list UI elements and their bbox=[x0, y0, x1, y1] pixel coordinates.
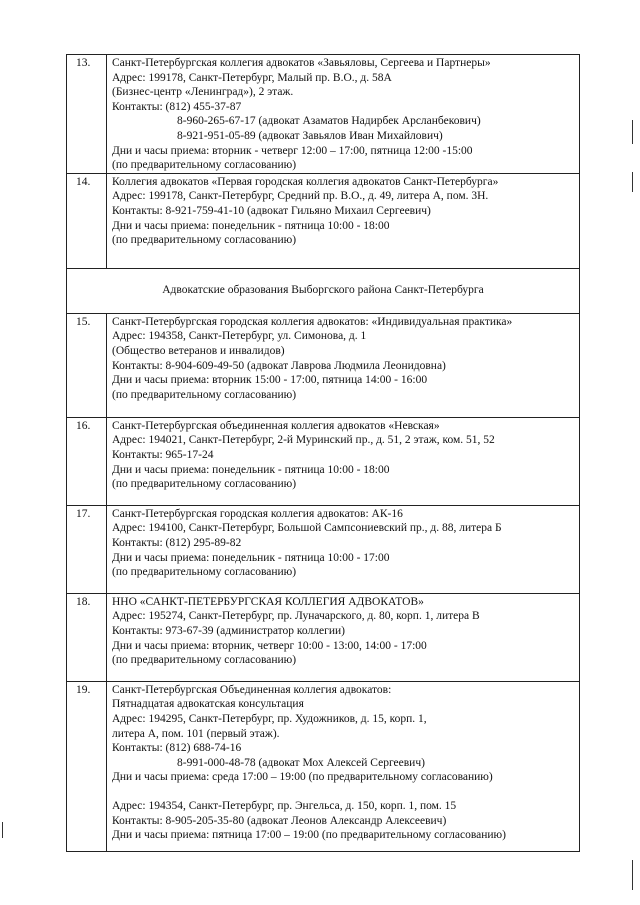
entry-line: Санкт-Петербургская коллегия адвокатов «Завьяловы, Сергеева и Партнеры» bbox=[112, 57, 491, 69]
entry-number: 15. bbox=[67, 313, 107, 417]
entry-line: Контакты: 8-921-759-41-10 (адвокат Гильяно Михаил Сергеевич) bbox=[112, 204, 431, 217]
entry-line: Адрес: 194021, Санкт-Петербург, 2-й Муринский пр., д. 51, 2 этаж, ком. 51, 52 bbox=[112, 434, 495, 447]
entry-line: 8-991-000-48-78 (адвокат Мох Алексей Сергеевич) bbox=[177, 756, 425, 769]
entry-line: 8-960-265-67-17 (адвокат Азаматов Надирбек Арсланбекович) bbox=[177, 115, 481, 128]
entry-details bbox=[107, 55, 580, 174]
entry-line: Дни и часы приема: понедельник - пятница 10:00 - 17:00 bbox=[112, 551, 390, 564]
entry-line: литера А, пом. 101 (первый этаж). bbox=[112, 727, 280, 740]
entry-line: (Бизнес-центр «Ленинград»), 2 этаж. bbox=[112, 86, 294, 99]
entry-row bbox=[67, 593, 580, 681]
entry-line: Дни и часы приема: пятница 17:00 – 19:00 (по предварительному согласованию) bbox=[112, 829, 506, 842]
entry-number: 19. bbox=[67, 681, 107, 851]
entry-line: Контакты: 8-904-609-49-50 (адвокат Лаврова Людмила Леонидовна) bbox=[112, 359, 446, 372]
entry-details bbox=[107, 313, 580, 417]
entry-row bbox=[67, 505, 580, 593]
entry-line: (по предварительному согласованию) bbox=[112, 478, 297, 491]
document-page bbox=[66, 54, 580, 852]
entry-line: (по предварительному согласованию) bbox=[112, 654, 297, 667]
entry-line: Санкт-Петербургская объединенная коллегия адвокатов «Невская» bbox=[112, 419, 440, 432]
entry-line: Санкт-Петербургская городская коллегия адвокатов: «Индивидуальная практика» bbox=[112, 315, 513, 328]
entry-row bbox=[67, 417, 580, 505]
entry-line: Адрес: 195274, Санкт-Петербург, пр. Луначарского, д. 80, корп. 1, литера В bbox=[112, 610, 480, 623]
entry-line: Контакты: 973-67-39 (администратор коллегии) bbox=[112, 624, 345, 637]
entry-row bbox=[67, 55, 580, 174]
entry-details bbox=[107, 173, 580, 268]
entry-row bbox=[67, 173, 580, 268]
entry-line: Дни и часы приема: понедельник - пятница 10:00 - 18:00 bbox=[112, 219, 390, 232]
entry-number: 16. bbox=[67, 417, 107, 505]
entry-line: (по предварительному согласованию) bbox=[112, 234, 297, 247]
entry-line: 8-921-951-05-89 (адвокат Завьялов Иван Михайлович) bbox=[177, 129, 443, 142]
entry-details bbox=[107, 505, 580, 593]
entry-line: (по предварительному согласованию) bbox=[112, 566, 297, 579]
entry-number: 13. bbox=[67, 55, 107, 174]
entry-line: Дни и часы приема: вторник 15:00 - 17:00, пятница 14:00 - 16:00 bbox=[112, 374, 428, 387]
left-edge-mark bbox=[2, 822, 3, 838]
entry-line: Дни и часы приема: вторник, четверг 10:00 - 13:00, 14:00 - 17:00 bbox=[112, 639, 427, 652]
entry-number: 17. bbox=[67, 505, 107, 593]
entry-line: Контакты: (812) 455-37-87 bbox=[112, 100, 242, 113]
blank-line bbox=[112, 785, 576, 799]
entry-line: Адрес: 194100, Санкт-Петербург, Большой Сампсониевский пр., д. 88, литера Б bbox=[112, 522, 502, 535]
entry-number: 18. bbox=[67, 593, 107, 681]
entry-line: Дни и часы приема: понедельник - пятница 10:00 - 18:00 bbox=[112, 463, 390, 476]
entry-line: Санкт-Петербургская городская коллегия адвокатов: АК-16 bbox=[112, 507, 403, 520]
entry-line: Санкт-Петербургская Объединенная коллегия адвокатов: bbox=[112, 683, 392, 696]
entry-line: ННО «САНКТ-ПЕТЕРБУРГСКАЯ КОЛЛЕГИЯ АДВОКАТОВ» bbox=[112, 595, 424, 608]
right-edge-mark bbox=[632, 172, 633, 192]
entry-line: Контакты: 965-17-24 bbox=[112, 448, 214, 461]
entry-line: Контакты: 8-905-205-35-80 (адвокат Леонов Александр Алексеевич) bbox=[112, 814, 447, 827]
entry-row bbox=[67, 681, 580, 851]
right-edge-mark bbox=[632, 860, 633, 890]
entry-line: Пятнадцатая адвокатская консультация bbox=[112, 698, 304, 711]
entry-number: 14. bbox=[67, 173, 107, 268]
entry-details bbox=[107, 417, 580, 505]
entry-line: (Общество ветеранов и инвалидов) bbox=[112, 344, 285, 357]
section-row bbox=[67, 268, 580, 313]
entry-line: Дни и часы приема: среда 17:00 – 19:00 (по предварительному согласованию) bbox=[112, 771, 493, 784]
entry-line: Адрес: 199178, Санкт-Петербург, Средний пр. В.О., д. 49, литера А, пом. 3Н. bbox=[112, 190, 489, 203]
entry-line: (по предварительному согласованию) bbox=[112, 388, 297, 401]
entry-line: (по предварительному согласованию) bbox=[112, 159, 297, 172]
entry-line: Адрес: 194295, Санкт-Петербург, пр. Художников, д. 15, корп. 1, bbox=[112, 712, 427, 725]
entry-line: Коллегия адвокатов «Первая городская коллегия адвокатов Санкт-Петербурга» bbox=[112, 175, 499, 188]
entry-details bbox=[107, 681, 580, 851]
entry-line: Адрес: 194354, Санкт-Петербург, пр. Энгельса, д. 150, корп. 1, пом. 15 bbox=[112, 799, 457, 812]
section-title: Адвокатские образования Выборгского района Санкт-Петербурга bbox=[67, 268, 580, 313]
entry-line: Адрес: 194358, Санкт-Петербург, ул. Симонова, д. 1 bbox=[112, 330, 367, 343]
entry-line: Контакты: (812) 295-89-82 bbox=[112, 536, 242, 549]
entry-details bbox=[107, 593, 580, 681]
entry-line: Дни и часы приема: вторник - четверг 12:00 – 17:00, пятница 12:00 -15:00 bbox=[112, 144, 473, 157]
entry-line: Адрес: 199178, Санкт-Петербург, Малый пр. В.О., д. 58А bbox=[112, 71, 392, 84]
entry-line: Контакты: (812) 688-74-16 bbox=[112, 742, 242, 755]
lawyers-table bbox=[66, 54, 580, 852]
entry-row bbox=[67, 313, 580, 417]
right-edge-mark bbox=[632, 120, 633, 144]
